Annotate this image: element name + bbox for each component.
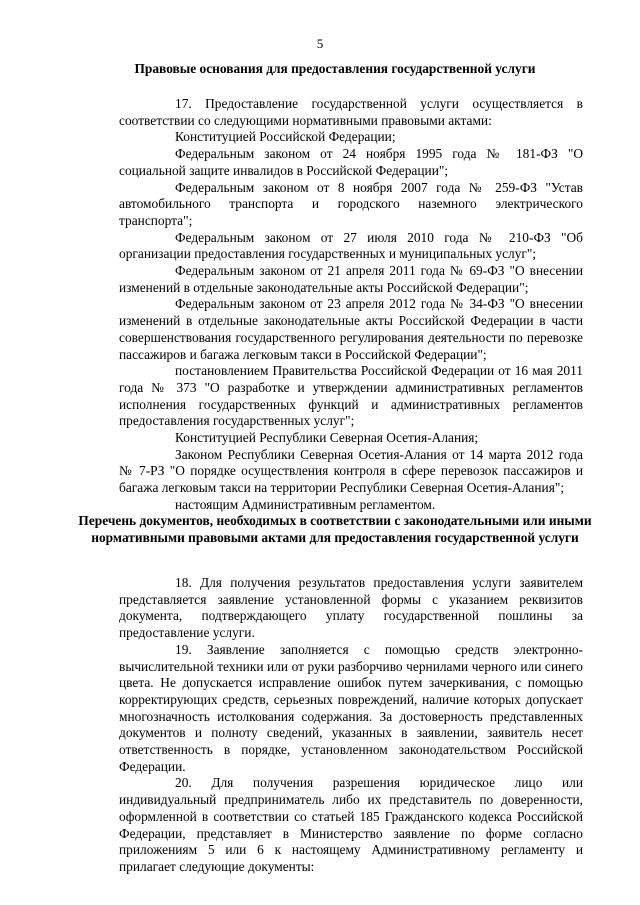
paragraph: Федеральным законом от 23 апреля 2012 года № 34-ФЗ "О внесении изменений в отдельные законодательные акты Российской Федерации в части совершенствования государственного регулирования деятельности по перевозке пассажиров и багажа легковым такси в Российской Федерации"; xyxy=(119,296,583,362)
section-body-documents-list xyxy=(119,575,583,876)
paragraph: Федеральным законом от 8 ноября 2007 года № 259-ФЗ "Устав автомобильного транспорта и городского наземного электрического транспорта"; xyxy=(119,179,583,228)
paragraph: Конституцией Республики Северная Осетия-Алания; xyxy=(175,430,479,446)
paragraph: 18. Для получения результатов предоставления услуги заявителем представляется заявление установленной формы с указанием реквизитов документа, подтверждающего уплату государственной пошлины за предоставление услуги. xyxy=(119,575,583,641)
section-body-legal-basis xyxy=(119,96,583,514)
paragraph: Федеральным законом от 24 ноября 1995 года № 181-ФЗ "О социальной защите инвалидов в Российской Федерации"; xyxy=(119,146,583,178)
paragraph: Конституцией Российской Федерации; xyxy=(175,129,396,145)
section-heading-legal-basis: Правовые основания для предоставления государственной услуги xyxy=(134,61,536,76)
paragraph: 19. Заявление заполняется с помощью средств электронно-вычислительной техники или от руки разборчиво чернилами черного или синего цвета. Не допускается исправление ошибок путем зачеркивания, с помощью корректирующих средств, серьезных повреждений, наличие которых допускает многозначность истолкования содержания. За достоверность представленных документов и полноту сведений, указанных в заявлении, заявитель несет ответственность в порядке, установленном законодательством Российской Федерации. xyxy=(119,641,583,774)
paragraph: Федеральным законом от 27 июля 2010 года № 210-ФЗ "Об организации предоставления государственных и муниципальных услуг"; xyxy=(119,229,583,262)
page-number: 5 xyxy=(316,36,324,51)
paragraph: 20. Для получения разрешения юридическое лицо или индивидуальный предприниматель либо их представитель по доверенности, оформленной в соответствии со статьей 185 Гражданского кодекса Российской Федерации, представляет в Министерство заявление по форме согласно приложениям 5 или 6 к настоящему Административному регламенту и прилагает следующие документы: xyxy=(119,775,583,874)
paragraph: постановлением Правительства Российской Федерации от 16 мая 2011 года № 373 "О разработке и утверждении административных регламентов исполнения государственных функций и административных регламентов предоставления государственных услуг"; xyxy=(119,363,583,429)
paragraph: Законом Республики Северная Осетия-Алания от 14 марта 2012 года № 7-РЗ "О порядке осуществления контроля в сфере перевозок пассажиров и багажа легковым такси на территории Республики Северная Осетия-Алания"; xyxy=(119,446,583,496)
section-heading-documents-list: Перечень документов, необходимых в соответствии с законодательными или иными нормативными правовыми актами для предоставления государственной услуги xyxy=(78,513,592,545)
paragraph: 17. Предоставление государственной услуги осуществляется в соответствии со следующими нормативными правовыми актами: xyxy=(119,96,583,128)
paragraph: Федеральным законом от 21 апреля 2011 года № 69-ФЗ "О внесении изменений в отдельные законодательные акты Российской Федерации"; xyxy=(119,263,583,295)
paragraph: настоящим Административным регламентом. xyxy=(175,496,436,512)
